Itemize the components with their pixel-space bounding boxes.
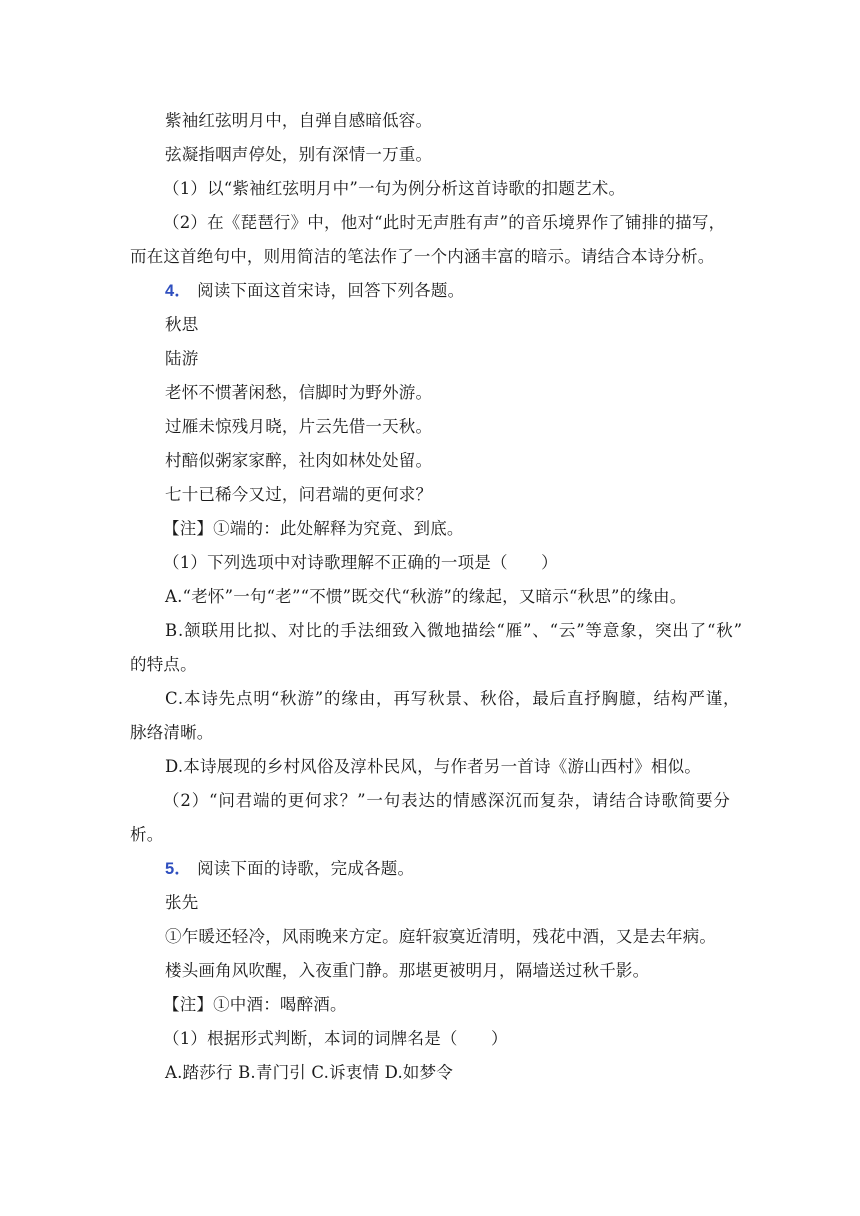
option-a: A.“老怀”一句“老”“不惯”既交代“秋游”的缘起，又暗示“秋思”的缘由。 [165, 587, 687, 606]
question-text: 阅读下面这首宋诗，回答下列各题。 [197, 281, 465, 300]
poem-line: 弦凝指咽声停处，别有深情一万重。 [165, 145, 433, 164]
option-d: D.本诗展现的乡村风俗及淳朴民风，与作者另一首诗《游山西村》相似。 [165, 757, 701, 776]
poem-note: 【注】①中酒：喝醉酒。 [163, 995, 347, 1014]
poem-note: 【注】①端的：此处解释为究竟、到底。 [163, 519, 464, 538]
question-number: 5． [165, 860, 192, 878]
poem-title: 秋思 [165, 315, 199, 334]
poem-line: 老怀不惯著闲愁，信脚时为野外游。 [165, 383, 433, 402]
poem-author: 陆游 [165, 349, 199, 368]
poem-line: 过雁未惊残月晓，片云先借一天秋。 [165, 417, 433, 436]
question-sub: （1）根据形式判断，本词的词牌名是（ ） [163, 1029, 508, 1048]
question-sub: （1）以“紫袖红弦明月中”一句为例分析这首诗歌的扣题艺术。 [163, 179, 626, 198]
question-number: 4． [165, 282, 192, 300]
options-line: A.踏莎行 B.青门引 C.诉衷情 D.如梦令 [165, 1063, 454, 1082]
option-c-cont: 脉络清晰。 [130, 723, 214, 742]
option-b: B.颔联用比拟、对比的手法细致入微地描绘“雁”、“云”等意象，突出了“秋” [165, 621, 743, 640]
question-sub: （2）在《琵琶行》中，他对“此时无声胜有声”的音乐境界作了铺排的描写， [163, 213, 726, 232]
option-b-cont: 的特点。 [130, 655, 197, 674]
poem-line: 村醅似粥家家醉，社肉如林处处留。 [165, 451, 433, 470]
question-5 [0, 859, 860, 879]
question-text: 阅读下面的诗歌，完成各题。 [197, 859, 415, 878]
poem-line: 七十已稀今又过，问君端的更何求？ [165, 485, 433, 504]
poem-line: ①乍暖还轻冷，风雨晚来方定。庭轩寂寞近清明，残花中酒，又是去年病。 [165, 927, 717, 946]
poem-author: 张先 [165, 893, 199, 912]
question-4 [0, 281, 860, 301]
poem-line: 紫袖红弦明月中，自弹自感暗低容。 [165, 111, 433, 130]
question-sub-cont: 析。 [130, 825, 164, 844]
question-sub-cont: 而在这首绝句中，则用简洁的笔法作了一个内涵丰富的暗示。请结合本诗分析。 [130, 247, 715, 266]
poem-line: 楼头画角风吹醒，入夜重门静。那堪更被明月，隔墙送过秋千影。 [165, 961, 650, 980]
question-sub: （2）“问君端的更何求？”一句表达的情感深沉而复杂，请结合诗歌简要分 [163, 791, 731, 810]
question-sub: （1）下列选项中对诗歌理解不正确的一项是（ ） [163, 553, 558, 572]
option-c: C.本诗先点明“秋游”的缘由，再写秋景、秋俗，最后直抒胸臆，结构严谨， [165, 689, 741, 708]
